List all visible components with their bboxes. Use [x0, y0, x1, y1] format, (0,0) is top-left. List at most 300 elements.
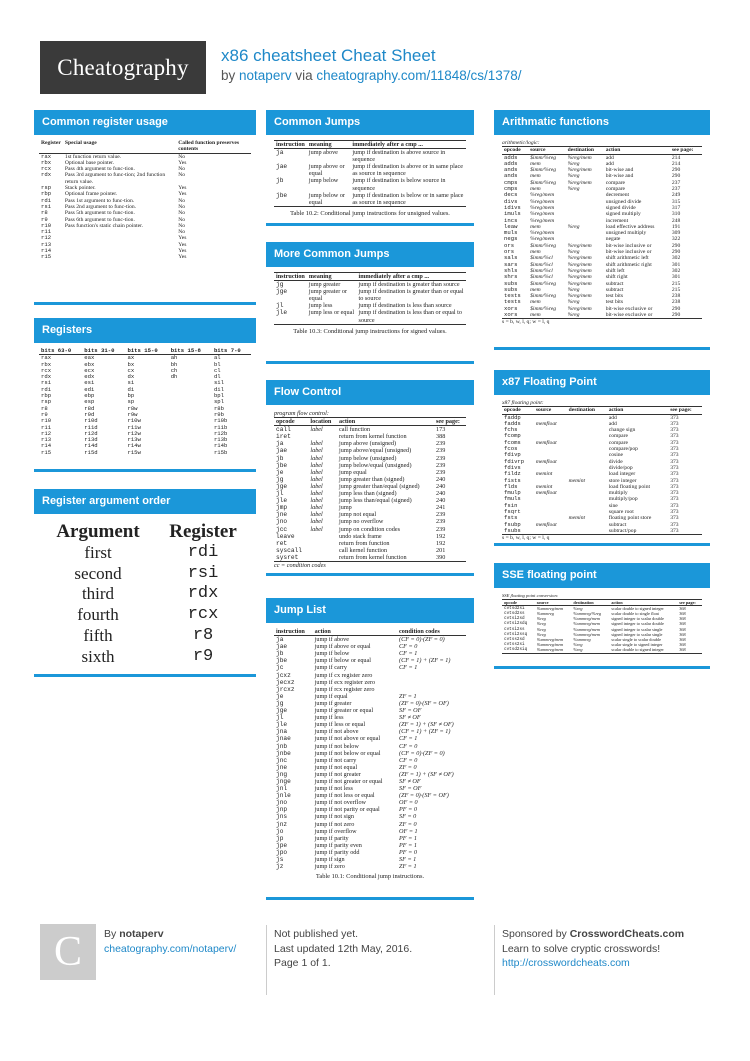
column-header: see page:	[671, 147, 694, 154]
table-cell: jump if less or equal	[314, 721, 366, 729]
table-cell: jump above	[308, 149, 338, 157]
table-cell: jump above (unsigned)	[339, 440, 397, 448]
table-cell: 192	[436, 532, 446, 540]
table-subtitle: arithmetic/logic:	[502, 140, 540, 146]
table-cell: 301	[671, 274, 681, 281]
table-cell: esp	[84, 398, 95, 406]
table-cell: %reg	[567, 312, 580, 319]
table-cell: 215	[671, 280, 681, 287]
table-cell: r14	[41, 247, 52, 255]
table-row	[502, 647, 702, 653]
table-row	[274, 750, 466, 757]
table-cell: 237	[671, 179, 681, 186]
table-cell: jc	[276, 664, 284, 672]
table-cell: label	[310, 504, 323, 512]
table-cell: label	[310, 482, 323, 490]
table-cell: rsi	[41, 202, 52, 210]
table-cell: 315	[671, 198, 681, 205]
table-row	[274, 163, 466, 177]
table-cell: %xmmreg/mem	[573, 616, 600, 622]
table-note: s = b, w, l, q; w = l, q	[502, 319, 550, 326]
table-cell: shrs	[504, 273, 518, 281]
table-cell: rax	[41, 354, 52, 362]
table-cell: jump if greater or equal	[314, 707, 374, 715]
table-cell: (ZF = 1) + (SF ≠ OF)	[399, 770, 454, 778]
table-cell: 191	[671, 223, 681, 230]
table-cell: signed integer to scalar double	[611, 616, 664, 622]
table-cell: r15	[41, 253, 52, 261]
table-cell: %reg	[567, 286, 580, 293]
table-cell: fdivp	[504, 451, 521, 459]
table-row	[39, 172, 251, 185]
table-cell: (ZF = 1) + (SF ≠ OF)	[399, 721, 454, 729]
table-cell: unsigned divide	[605, 198, 642, 205]
table-cell: r8	[41, 404, 48, 412]
table-cell: mem	[530, 160, 541, 167]
table-cell: di	[127, 385, 135, 393]
table-cell: %xmmreg/%reg	[573, 610, 602, 616]
table-row	[274, 483, 466, 490]
header-row	[274, 418, 466, 426]
table-row	[274, 700, 466, 707]
table-cell: js	[276, 856, 284, 863]
table-row	[274, 679, 466, 686]
table-cell: %reg	[573, 647, 583, 653]
table-row	[274, 657, 466, 664]
table-cell: jcc	[276, 525, 288, 533]
table-cell: jnc	[276, 756, 288, 764]
table-cell: ebp	[84, 392, 95, 400]
section-title: SSE floating point	[494, 563, 710, 588]
table-cell: $imm/%reg	[530, 305, 556, 312]
author-avatar[interactable]: C	[40, 924, 96, 980]
table-cell: fcos	[504, 445, 518, 453]
column-header: meaning	[308, 141, 332, 148]
sse-floating-point-box	[494, 563, 710, 669]
table-row	[274, 806, 466, 813]
table-cell: jump if destination is less than or equal to source	[358, 309, 462, 324]
sheet-url-link[interactable]: cheatography.com/11848/cs/1378/	[316, 68, 522, 83]
via-text: via	[295, 68, 313, 83]
table-cell: 239	[436, 468, 446, 476]
table-row	[274, 799, 466, 806]
table-cell: change sign	[608, 427, 636, 434]
table-cell: sil	[213, 379, 225, 387]
table-cell: si	[127, 379, 135, 387]
table-cell: jb	[276, 177, 284, 185]
table-cell: store integer	[608, 477, 637, 484]
table-cell: jump on condition codes	[339, 525, 401, 533]
table-cell: jbe	[276, 191, 288, 199]
table-cell: memint	[535, 471, 553, 478]
footer-author-link[interactable]: cheatography.com/notaperv/	[104, 942, 237, 955]
table-cell: eax	[84, 354, 95, 362]
table-row	[274, 757, 466, 764]
table-caption: Table 10.3: Conditional jump instructions for signed values.	[293, 327, 447, 335]
table-cell: leave	[276, 532, 295, 540]
table-row	[274, 707, 466, 714]
table-cell: jump if not less or equal	[314, 792, 375, 800]
table-cell: rbp	[41, 190, 52, 198]
table-row	[274, 821, 466, 828]
table-cell: ja	[276, 440, 284, 448]
table-cell: jnz	[276, 820, 288, 828]
table-cell: add	[605, 160, 614, 167]
table-cell: add	[608, 420, 617, 427]
section-title: x87 Floating Point	[494, 370, 710, 395]
sponsor-link[interactable]: http://crosswordcheats.com	[502, 957, 630, 969]
table-cell: r15d	[84, 448, 98, 456]
footer-author	[104, 927, 236, 956]
table-cell: decrement	[605, 192, 630, 199]
table-cell: add	[605, 154, 614, 161]
table-cell: Pass 1st argument to func-tion.	[64, 197, 135, 204]
table-cell: 373	[670, 521, 679, 528]
table-cell	[397, 672, 466, 679]
table-row	[274, 771, 466, 778]
table-cell: bl	[213, 360, 221, 368]
table-cell: PF = 1	[399, 834, 417, 842]
table-cell: No	[178, 172, 186, 179]
table-cell: SF = 1	[399, 856, 417, 863]
table-cell: Yes	[178, 191, 187, 198]
section-title: Jump List	[266, 598, 474, 623]
table-cell: jump less or equal	[308, 309, 355, 317]
table-cell: No	[178, 210, 186, 217]
table-cell: negs	[504, 235, 518, 243]
table-cell: r9b	[213, 410, 225, 418]
column-header: see page:	[679, 599, 696, 605]
table-cell: cvtsi2ss	[504, 626, 525, 632]
table-cell	[567, 414, 607, 421]
table-cell: cvtss2sd	[504, 636, 525, 642]
table-cell: $imm/%reg	[530, 242, 556, 249]
column-header: Special usage	[64, 140, 97, 146]
table-cell: r15b	[213, 448, 228, 456]
column-header: instruction	[276, 141, 305, 148]
section-title: Arithmatic functions	[494, 110, 710, 135]
table-cell: ah	[170, 354, 178, 362]
table-cell: No	[178, 153, 186, 160]
table-cell: 373	[670, 458, 679, 465]
table-cell: memfloat	[535, 490, 557, 497]
table-cell: load integer	[608, 471, 636, 478]
table-cell: sine	[608, 502, 618, 509]
table-cell: jump if parity	[314, 834, 349, 842]
table-cell: %reg	[567, 223, 580, 230]
table-cell: jump if not less	[314, 785, 353, 793]
table-cell: r10b	[213, 417, 228, 425]
table-cell: 290	[671, 173, 681, 180]
table-cell: %reg/mem	[567, 305, 592, 312]
table-cell: cosine	[608, 452, 624, 459]
table-cell: 214	[671, 160, 681, 167]
table-cell: square root	[608, 509, 634, 516]
table-cell: r12b	[213, 429, 228, 437]
table-cell: jump if not above	[314, 728, 359, 736]
table-row	[274, 302, 466, 309]
column-header: bits 15-8	[170, 347, 201, 354]
table-cell: jb	[276, 454, 284, 462]
table-cell: %reg/mem	[530, 236, 555, 243]
table-row	[274, 149, 466, 164]
table-cell: label	[310, 511, 323, 519]
more-jumps-table	[274, 272, 466, 325]
table-row	[274, 426, 466, 434]
table-cell: jump if sign	[314, 856, 345, 863]
table-cell: ZF = 1	[399, 692, 417, 700]
column-header: condition codes	[399, 628, 440, 635]
table-cell: mem	[530, 186, 541, 193]
table-cell: compare/pop	[608, 446, 638, 453]
table-cell: jump greater than (signed)	[339, 475, 405, 483]
table-row	[502, 312, 702, 319]
table-cell: jump below	[308, 177, 339, 185]
table-cell: %reg/mem	[567, 280, 592, 287]
table-cell: cvtss2si	[504, 642, 525, 648]
table-cell: ebx	[84, 360, 95, 368]
table-cell: sars	[504, 260, 518, 268]
table-cell: 239	[436, 461, 446, 469]
column-header: immediately after a cmp ...	[352, 141, 423, 148]
table-cell: %reg/mem	[567, 255, 592, 262]
table-cell: mem	[530, 223, 541, 230]
table-row	[39, 254, 251, 260]
table-cell: divs	[504, 197, 518, 205]
table-cell: al	[213, 354, 221, 362]
table-row	[274, 842, 466, 849]
table-cell: jump if parity even	[314, 841, 362, 849]
table-cell: jz	[276, 863, 284, 871]
table-cell: signed divide	[605, 204, 636, 211]
table-cell: compare	[608, 439, 628, 446]
table-cell: je	[276, 692, 284, 700]
table-cell: dx	[127, 373, 135, 381]
more-common-jumps-box	[266, 242, 474, 364]
table-cell: jump if zero	[314, 863, 345, 871]
table-cell: fadds	[504, 419, 521, 427]
table-row	[274, 554, 466, 562]
table-cell: Pass 5th argument to func-tion.	[64, 210, 135, 217]
section-title: Flow Control	[266, 380, 474, 405]
table-cell: bit-wise and	[605, 173, 634, 180]
table-cell: jno	[276, 518, 288, 526]
header-row	[40, 522, 250, 543]
table-caption: Table 10.1: Conditional jump instructions.	[315, 873, 425, 881]
table-cell: load floating point	[608, 483, 651, 490]
table-cell: No	[178, 222, 186, 229]
column-header: Register	[41, 140, 61, 146]
table-cell: fildz	[504, 470, 521, 478]
table-cell: SF = OF	[399, 785, 422, 793]
table-cell: 373	[670, 427, 679, 434]
table-cell: r9	[192, 646, 214, 666]
table-cell: r11d	[84, 423, 98, 431]
table-cell: cvtsi2ssq	[504, 631, 528, 637]
table-cell: %reg	[567, 173, 580, 180]
table-row	[274, 650, 466, 657]
table-cell: 373	[670, 490, 679, 497]
table-cell: r11w	[127, 423, 141, 431]
table-cell: mem	[530, 299, 541, 306]
table-cell: label	[310, 461, 323, 469]
table-cell: memfloat	[535, 439, 557, 446]
table-cell: subtract	[608, 521, 627, 528]
table-cell	[169, 450, 212, 456]
table-note: s = b, w, l, q; w = l, q	[502, 535, 550, 542]
table-cell: idivs	[504, 203, 521, 211]
table-cell: 388	[436, 433, 446, 441]
table-cell: jpe	[276, 841, 288, 849]
table-row	[40, 626, 250, 647]
table-cell	[63, 254, 176, 260]
header-row	[39, 140, 251, 153]
table-cell: first	[84, 542, 112, 562]
table-cell: bp	[127, 392, 135, 400]
table-row	[274, 743, 466, 750]
table-row	[274, 849, 466, 856]
table-row	[40, 543, 250, 564]
table-cell: divide	[608, 458, 623, 465]
table-cell: fchs	[504, 426, 518, 434]
cheatography-logo[interactable]: Cheatography	[40, 41, 206, 94]
column-header: action	[605, 147, 621, 154]
table-cell: Yes	[178, 235, 187, 242]
table-cell: Pass 6th argument to func-tion.	[64, 216, 135, 223]
section-title: Registers	[34, 318, 256, 343]
table-cell: return from kernel function	[339, 553, 407, 561]
table-cell: 373	[670, 452, 679, 459]
table-cell: jump if below	[314, 650, 350, 658]
table-cell: add	[608, 414, 617, 421]
table-cell: 373	[670, 414, 679, 421]
table-cell: jump if destination is greater than or equal to source	[358, 288, 464, 303]
table-cell: jbe	[276, 461, 288, 469]
table-cell: r12d	[84, 429, 98, 437]
table-cell: r14d	[84, 442, 98, 450]
table-cell: memfloat	[535, 521, 557, 528]
table-cell: 373	[670, 496, 679, 503]
table-row	[274, 835, 466, 842]
table-cell: fdivs	[504, 463, 521, 471]
x87-floating-point-box	[494, 370, 710, 546]
table-cell: fists	[504, 476, 521, 484]
table-cell: cvtsd2si	[504, 605, 525, 611]
table-cell: %reg/mem	[567, 293, 592, 300]
table-cell: jno	[276, 799, 288, 807]
table-cell: r8	[41, 209, 48, 217]
table-cell: fsqrt	[504, 508, 521, 516]
table-cell: divide/pop	[608, 464, 633, 471]
table-cell: bit-wise inclusive or	[605, 249, 652, 256]
table-row	[274, 455, 466, 462]
table-cell: %xmmreg/mem	[536, 647, 564, 653]
table-cell: esi	[84, 379, 95, 387]
table-row	[274, 526, 466, 533]
table-cell: jump above or equal	[308, 163, 345, 178]
footer-author-name: notaperv	[119, 928, 164, 940]
table-cell: jpo	[276, 848, 288, 856]
table-cell: (CF = 1) + (ZF = 1)	[399, 728, 451, 736]
table-cell: jnae	[276, 735, 291, 743]
table-cell: jnl	[276, 785, 288, 793]
table-cell: r13b	[213, 436, 228, 444]
table-cell: jump if destination is less than source	[358, 302, 452, 310]
table-cell: 368	[679, 616, 686, 622]
table-cell: 201	[436, 546, 446, 554]
table-cell: Yes	[178, 241, 187, 248]
table-row	[274, 672, 466, 679]
table-cell: label	[310, 475, 323, 483]
table-cell: jump if destination is below or in same place as source in sequence	[352, 191, 464, 206]
table-cell: r9	[41, 410, 48, 418]
table-cell: %reg	[536, 621, 546, 627]
table-cell: fcomp	[504, 432, 521, 440]
table-cell: %xmmreg/mem	[573, 631, 600, 637]
sponsor-prefix: Sponsored by	[502, 928, 567, 940]
common-register-table	[39, 140, 251, 261]
table-cell: jump above/equal (unsigned)	[339, 447, 412, 455]
table-row	[502, 528, 702, 535]
author-link[interactable]: notaperv	[239, 68, 292, 83]
table-cell: ch	[170, 366, 178, 374]
table-cell: jna	[276, 728, 288, 736]
table-cell: bx	[127, 360, 135, 368]
table-cell: r8d	[84, 404, 95, 412]
table-cell: label	[310, 454, 323, 462]
table-cell	[397, 686, 466, 693]
table-cell: 248	[671, 217, 681, 224]
table-cell: rcx	[187, 605, 219, 625]
table-cell: label	[310, 490, 323, 498]
table-cell: jump if not below	[314, 742, 359, 750]
table-cell: Optional frame pointer.	[64, 191, 118, 198]
table-row	[274, 728, 466, 735]
table-cell: ands	[504, 166, 518, 174]
table-cell: ors	[504, 241, 515, 249]
table-cell: jump if equal	[314, 692, 348, 700]
table-subtitle: SSE floating point conversion:	[502, 593, 559, 598]
table-row	[502, 154, 702, 161]
table-cell: 238	[671, 293, 681, 300]
table-cell: r11b	[213, 423, 228, 431]
table-cell: jcxz	[276, 671, 291, 679]
column-header: instruction	[276, 628, 305, 635]
table-cell: OF = 0	[399, 799, 418, 807]
table-cell: 1st function return value.	[64, 153, 122, 160]
table-cell: Pass 3rd argument to func-tion; 2nd function return value.	[64, 172, 166, 185]
table-cell: 373	[670, 433, 679, 440]
table-cell: leaw	[504, 222, 518, 230]
table-cell: jump not equal	[339, 511, 377, 519]
table-cell: jump if not sign	[314, 813, 354, 821]
column-header: opcode	[276, 418, 295, 426]
table-row	[274, 476, 466, 483]
table-cell: second	[74, 563, 122, 583]
table-cell: %reg/mem	[567, 179, 592, 186]
table-cell: rdi	[41, 385, 52, 393]
table-cell: %reg/mem	[530, 217, 555, 224]
table-cell: dl	[213, 373, 221, 381]
table-cell: %reg/mem	[530, 230, 555, 237]
table-cell: bit-wise exclusive or	[605, 312, 653, 319]
table-cell: $imm/%reg	[530, 179, 556, 186]
table-cell: signed integer to scalar double	[611, 621, 664, 627]
table-cell: mem	[530, 173, 541, 180]
table-cell: jump if above or equal	[314, 643, 371, 651]
table-row	[274, 813, 466, 820]
table-cell: jump if not below or equal	[314, 749, 381, 757]
